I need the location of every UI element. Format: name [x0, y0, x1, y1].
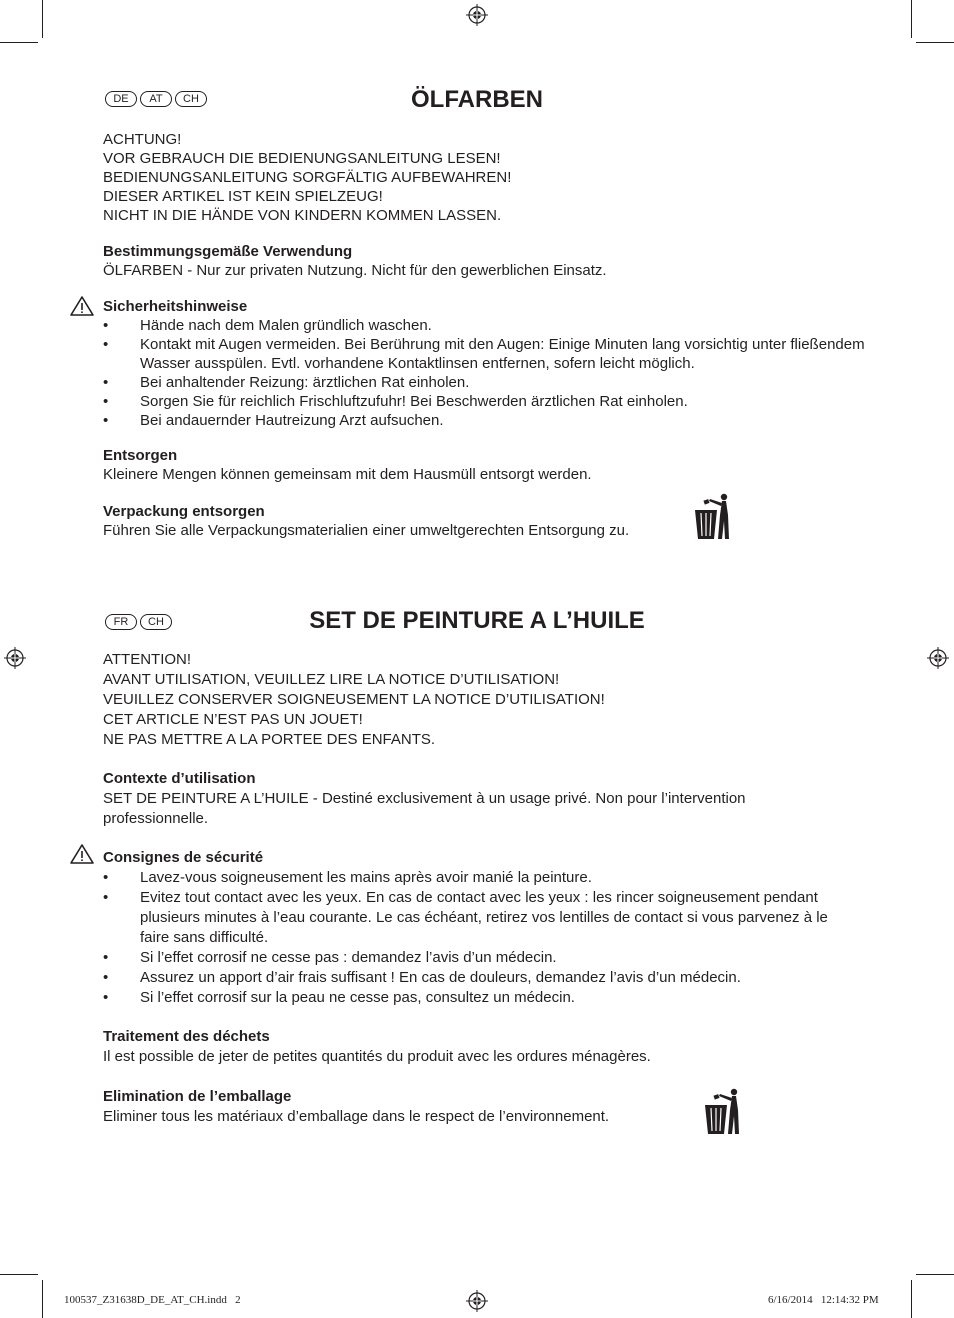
language-badge: AT — [140, 91, 172, 107]
registration-mark-icon — [927, 647, 949, 669]
crop-mark — [42, 1280, 43, 1318]
section-text: ÖLFARBEN - Nur zur privaten Nutzung. Nicht für den gewerblichen Einsatz. — [103, 262, 607, 279]
registration-mark-icon — [466, 4, 488, 26]
section-heading: Consignes de sécurité — [103, 849, 264, 866]
list-item: • Assurez un apport d’air frais suffisant ! En cas de douleurs, demandez l’avis d’un médecin. — [103, 969, 741, 986]
usage-section — [103, 769, 823, 829]
section-heading: Elimination de l’emballage — [103, 1088, 292, 1105]
litter-bin-icon — [702, 1088, 742, 1136]
warning-line: AVANT UTILISATION, VEUILLEZ LIRE LA NOTICE D’UTILISATION! — [103, 671, 560, 688]
crop-mark — [0, 42, 38, 43]
language-badge: FR — [105, 614, 137, 630]
list-item: • Si l’effet corrosif ne cesse pas : demandez l’avis d’un médecin. — [103, 949, 557, 966]
crop-mark — [916, 1274, 954, 1275]
registration-mark-icon — [4, 647, 26, 669]
safety-section — [103, 848, 833, 1008]
warning-line: VOR GEBRAUCH DIE BEDIENUNGSANLEITUNG LESEN! — [103, 150, 501, 167]
warning-line: BEDIENUNGSANLEITUNG SORGFÄLTIG AUFBEWAHREN! — [103, 169, 512, 186]
safety-list — [103, 316, 873, 430]
crop-mark — [42, 0, 43, 38]
list-item: • Si l’effet corrosif sur la peau ne cesse pas, consultez un médecin. — [103, 989, 575, 1006]
warning-line: VEUILLEZ CONSERVER SOIGNEUSEMENT LA NOTICE D’UTILISATION! — [103, 691, 605, 708]
warning-line: DIESER ARTIKEL IST KEIN SPIELZEUG! — [103, 188, 383, 205]
section-text: Führen Sie alle Verpackungsmaterialien einer umweltgerechten Entsorgung zu. — [103, 522, 630, 539]
registration-mark-icon — [466, 1290, 488, 1312]
warning-triangle-icon — [69, 843, 95, 865]
crop-mark — [911, 0, 912, 38]
warning-line: ATTENTION! — [103, 651, 192, 668]
section-heading: Traitement des déchets — [103, 1028, 270, 1045]
safety-list — [103, 868, 833, 1008]
warning-line: NE PAS METTRE A LA PORTEE DES ENFANTS. — [103, 731, 436, 748]
section-heading: Bestimmungsgemäße Verwendung — [103, 243, 353, 260]
section-heading: Contexte d’utilisation — [103, 770, 256, 787]
packaging-section — [103, 1087, 873, 1127]
list-item: • Bei andauernder Hautreizung Arzt aufsuchen. — [103, 412, 444, 429]
list-item: • Sorgen Sie für reichlich Frischluftzufuhr! Bei Beschwerden ärztlichen Rat einholen. — [103, 393, 688, 410]
warning-text — [103, 130, 873, 225]
crop-mark — [911, 1280, 912, 1318]
section-text: SET DE PEINTURE A L’HUILE - Destiné exclusivement à un usage privé. Non pour l’intervention professionnelle. — [103, 790, 746, 827]
warning-line: ACHTUNG! — [103, 131, 182, 148]
section-title: SET DE PEINTURE A L’HUILE — [309, 607, 645, 634]
language-badge: CH — [140, 614, 172, 630]
section-heading: Sicherheitshinweise — [103, 298, 248, 315]
language-badge: DE — [105, 91, 137, 107]
safety-section — [103, 297, 873, 430]
packaging-section — [103, 502, 873, 540]
warning-triangle-icon — [69, 295, 95, 317]
section-heading: Entsorgen — [103, 447, 178, 464]
usage-section — [103, 242, 873, 280]
warning-line: CET ARTICLE N’EST PAS UN JOUET! — [103, 711, 363, 728]
warning-text — [103, 650, 873, 750]
list-item: • Bei anhaltender Reizung: ärztlichen Rat einholen. — [103, 374, 470, 391]
footer-timestamp: 6/16/2014 12:14:32 PM — [768, 1294, 879, 1306]
section-heading: Verpackung entsorgen — [103, 503, 265, 520]
list-item: • Evitez tout contact avec les yeux. En cas de contact avec les yeux : les rincer soigneusement pendant plusieurs minutes à l’eau courante. Le cas échéant, retirez vos lentilles de contact si vous parvenez à le faire sans difficulté. — [103, 889, 828, 946]
list-item: • Hände nach dem Malen gründlich waschen. — [103, 317, 432, 334]
section-text: Eliminer tous les matériaux d’emballage dans le respect de l’environnement. — [103, 1108, 610, 1125]
list-item: • Kontakt mit Augen vermeiden. Bei Berührung mit den Augen: Einige Minuten lang vorsichtig unter fließendem Wasser ausspülen. Evtl. vorhandene Kontaktlinsen entfernen, sofern leicht möglich. — [103, 336, 865, 372]
footer-filename: 100537_Z31638D_DE_AT_CH.indd 2 — [64, 1294, 241, 1306]
section-text: Kleinere Mengen können gemeinsam mit dem Hausmüll entsorgt werden. — [103, 466, 592, 483]
crop-mark — [0, 1274, 38, 1275]
disposal-section — [103, 1027, 873, 1067]
section-text: Il est possible de jeter de petites quantités du produit avec les ordures ménagères. — [103, 1048, 651, 1065]
crop-mark — [916, 42, 954, 43]
list-item: • Lavez-vous soigneusement les mains après avoir manié la peinture. — [103, 869, 592, 886]
section-title: ÖLFARBEN — [411, 86, 543, 113]
warning-line: NICHT IN DIE HÄNDE VON KINDERN KOMMEN LASSEN. — [103, 207, 502, 224]
language-badge: CH — [175, 91, 207, 107]
litter-bin-icon — [692, 493, 732, 541]
disposal-section — [103, 446, 873, 484]
